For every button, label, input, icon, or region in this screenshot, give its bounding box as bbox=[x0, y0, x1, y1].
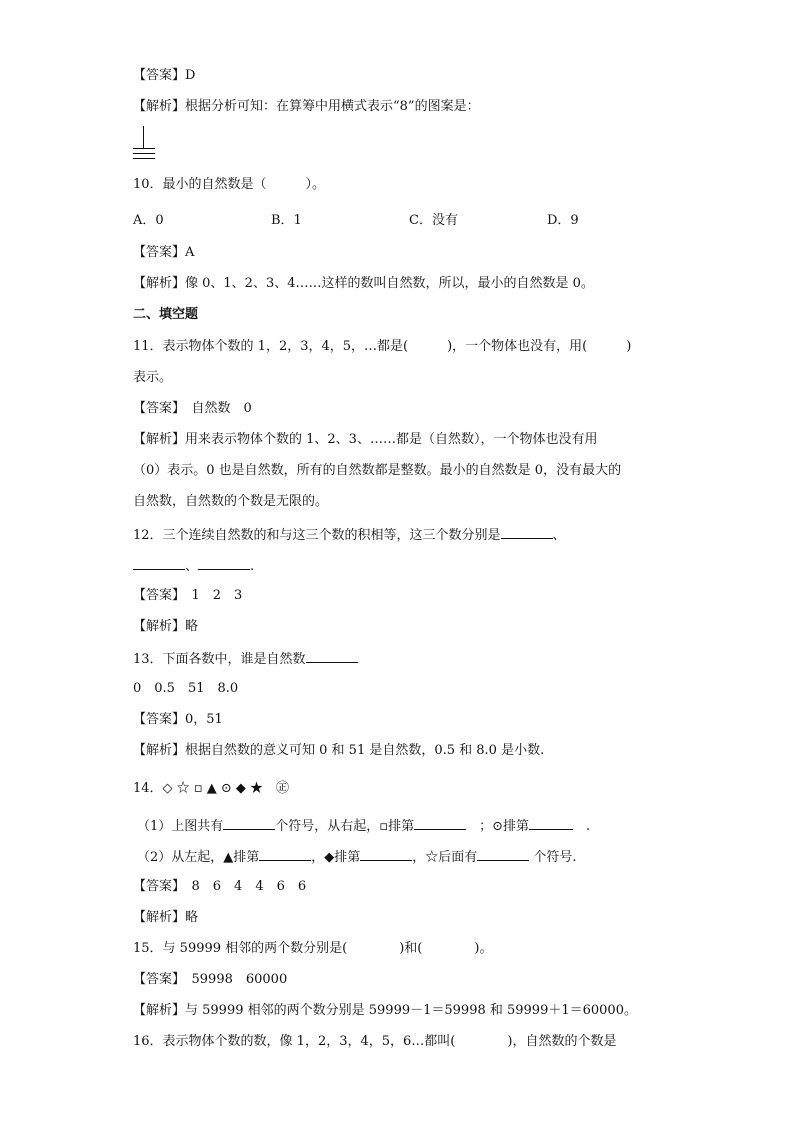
question-12: 12．三个连续自然数的和与这三个数的积相等，这三个数分别是 、 bbox=[133, 525, 566, 545]
option-c: C．没有 bbox=[409, 213, 458, 228]
answer-12: 【答案】 1 2 3 bbox=[133, 588, 243, 603]
answer-14: 【答案】 8 6 4 4 6 6 bbox=[133, 879, 307, 894]
section-title-fill-in: 二、填空题 bbox=[133, 307, 199, 322]
answer-13: 【答案】0，51 bbox=[133, 712, 223, 727]
answer-9: 【答案】D bbox=[133, 68, 196, 83]
option-a: A．0 bbox=[133, 213, 164, 228]
answer-10: 【答案】A bbox=[133, 245, 195, 260]
analysis-13: 【解析】根据自然数的意义可知 0 和 51 是自然数，0.5 和 8.0 是小数. bbox=[133, 743, 545, 758]
question-15: 15．与 59999 相邻的两个数分别是( )和( )。 bbox=[133, 941, 493, 956]
question-11-cont: 表示。 bbox=[133, 370, 173, 385]
answer-15: 【答案】 59998 60000 bbox=[133, 972, 288, 987]
analysis-12: 【解析】略 bbox=[133, 619, 199, 634]
question-14-part2: （2）从左起，▲排第 ，◆排第 ，☆后面有 个符号. bbox=[137, 847, 577, 867]
question-13: 13．下面各数中，谁是自然数 bbox=[133, 649, 358, 669]
question-13-numbers: 0 0.5 51 8.0 bbox=[133, 681, 239, 696]
question-10: 10．最小的自然数是（ ）。 bbox=[133, 177, 326, 192]
answer-11: 【答案】 自然数 0 bbox=[133, 401, 252, 416]
analysis-10: 【解析】像 0、1、2、3、4……这样的数叫自然数，所以，最小的自然数是 0。 bbox=[133, 276, 594, 291]
analysis-11: 【解析】用来表示物体个数的 1、2、3、……都是（自然数），一个物体也没有用 bbox=[133, 432, 598, 447]
question-12-cont: 、 . bbox=[133, 556, 254, 576]
analysis-11-line3: 自然数，自然数的个数是无限的。 bbox=[133, 494, 329, 509]
option-b: B．1 bbox=[271, 213, 302, 228]
analysis-11-line2: （0）表示。0 也是自然数，所有的自然数都是整数。最小的自然数是 0，没有最大的 bbox=[133, 463, 622, 478]
question-14-symbols: 14．◇ ☆ ▫ ▲ ⊙ ◆ ★ ㊣ bbox=[133, 781, 290, 796]
question-11: 11．表示物体个数的 1，2，3，4，5，…都是( )，一个物体也没有，用( ) bbox=[133, 339, 632, 354]
question-14-part1: （1）上图共有 个符号，从右起，▫排第 ；⊙排第 . bbox=[137, 816, 590, 836]
question-16: 16．表示物体个数的数，像 1，2，3，4，5，6…都叫( )，自然数的个数是 bbox=[133, 1034, 617, 1049]
analysis-14: 【解析】略 bbox=[133, 910, 199, 925]
analysis-15: 【解析】与 59999 相邻的两个数分别是 59999－1＝59998 和 59999＋1＝60000。 bbox=[133, 1003, 637, 1018]
analysis-9: 【解析】根据分析可知：在算筹中用横式表示“8”的图案是： bbox=[133, 99, 480, 114]
option-d: D．9 bbox=[547, 213, 579, 228]
